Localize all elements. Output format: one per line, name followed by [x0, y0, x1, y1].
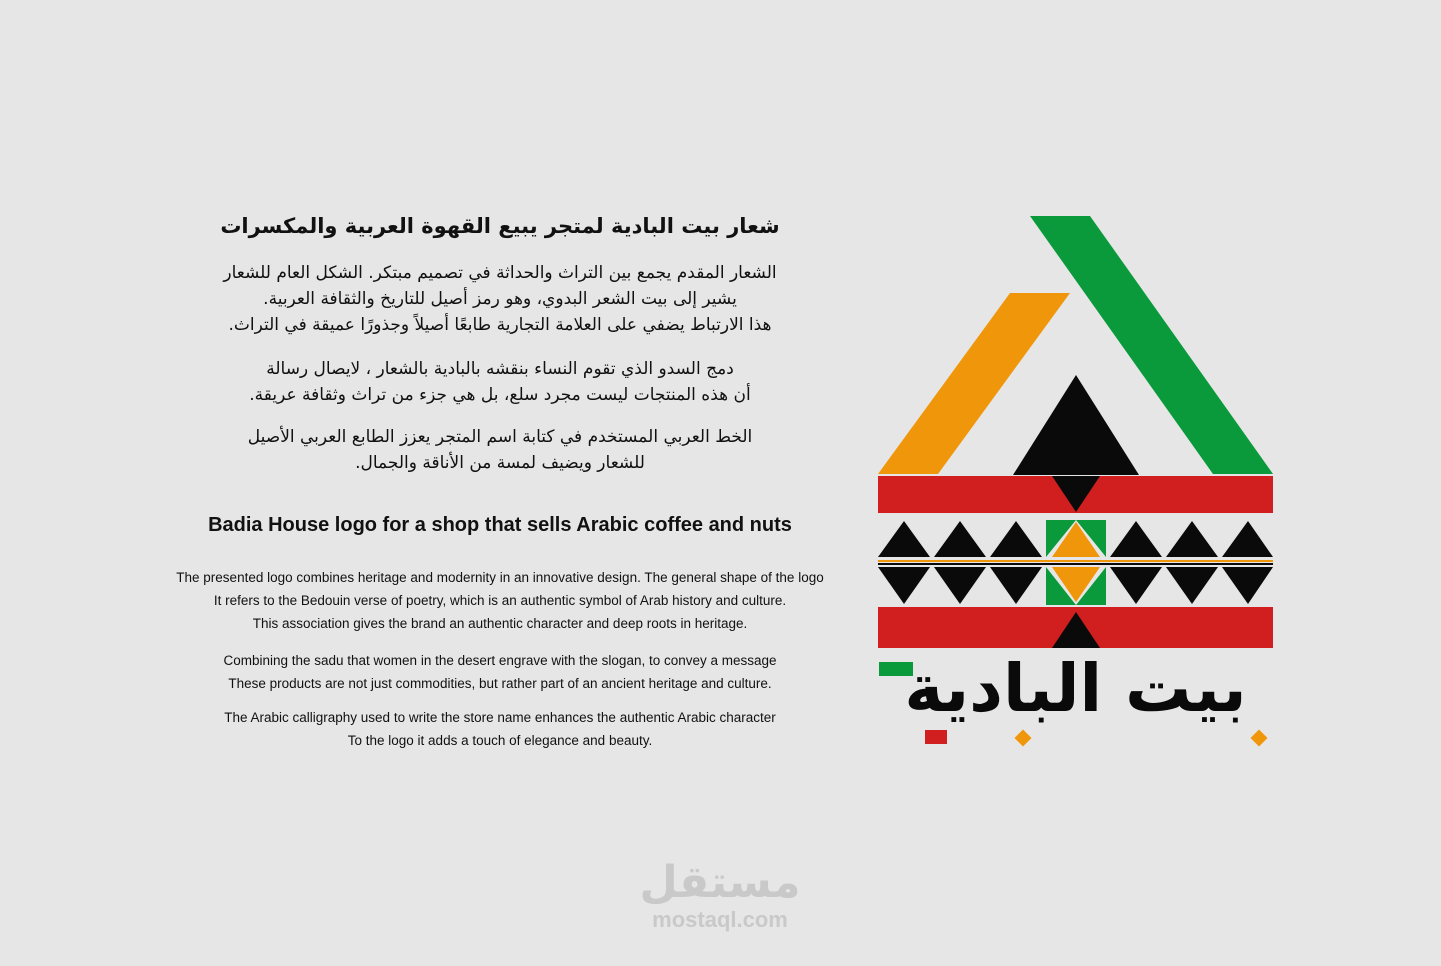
english-p2-line: These products are not just commodities, but rather part of an ancient heritage and culture. — [228, 676, 772, 691]
logo-wordmark: بيت البادية — [904, 650, 1247, 727]
english-paragraph-2 — [150, 649, 850, 695]
english-p1-line: The presented logo combines heritage and modernity in an innovative design. The general shape of the logo — [176, 570, 824, 585]
english-p1-line: It refers to the Bedouin verse of poetry, which is an authentic symbol of Arab history and culture. — [213, 593, 787, 608]
arabic-p3-line: للشعار ويضيف لمسة من الأناقة والجمال. — [355, 453, 645, 473]
logo-orange-dot — [1251, 730, 1268, 747]
english-p1-line: This association gives the brand an authentic character and deep roots in heritage. — [252, 616, 748, 631]
arabic-p3-line: الخط العربي المستخدم في كتابة اسم المتجر يعزز الطابع العربي الأصيل — [247, 427, 753, 447]
english-p3-line: To the logo it adds a touch of elegance and beauty. — [347, 733, 653, 748]
english-p2-line: Combining the sadu that women in the desert engrave with the slogan, to convey a message — [223, 653, 777, 668]
mostaql-watermark — [620, 858, 820, 932]
english-p3-line: The Arabic calligraphy used to write the store name enhances the authentic Arabic character — [224, 710, 776, 725]
logo-orange-dot — [1015, 730, 1032, 747]
arabic-p1-line: هذا الارتباط يضفي على العلامة التجارية طابعًا أصيلاً وجذورًا عميقة في التراث. — [228, 315, 772, 335]
logo-center-stripe — [878, 560, 1273, 562]
english-paragraph-3 — [150, 706, 850, 752]
watermark-url: mostaql.com — [652, 907, 788, 932]
arabic-paragraph-3 — [150, 424, 850, 476]
english-paragraph-1 — [150, 566, 850, 635]
logo-sadu-upper-row — [878, 520, 1273, 557]
arabic-title: شعار بيت البادية لمتجر يبيع القهوة العربية والمكسرات — [220, 214, 780, 238]
logo-red-accent — [925, 730, 947, 744]
english-title: Badia House logo for a shop that sells Arabic coffee and nuts — [208, 514, 792, 536]
arabic-paragraph-2 — [150, 356, 850, 408]
watermark-arabic: مستقل — [639, 857, 801, 908]
logo-center-triangle — [1013, 375, 1139, 475]
arabic-p1-line: يشير إلى بيت الشعر البدوي، وهو رمز أصيل للتاريخ والثقافة العربية. — [263, 289, 737, 309]
logo-sadu-lower-row — [878, 567, 1273, 605]
arabic-p2-line: دمج السدو الذي تقوم النساء بنقشه بالبادية بالشعار ، لايصال رسالة — [266, 359, 734, 379]
arabic-paragraph-1 — [150, 260, 850, 338]
arabic-p1-line: الشعار المقدم يجمع بين التراث والحداثة في تصميم مبتكر. الشكل العام للشعار — [223, 263, 777, 283]
arabic-p2-line: أن هذه المنتجات ليست مجرد سلع، بل هي جزء من تراث وثقافة عريقة. — [249, 385, 751, 405]
